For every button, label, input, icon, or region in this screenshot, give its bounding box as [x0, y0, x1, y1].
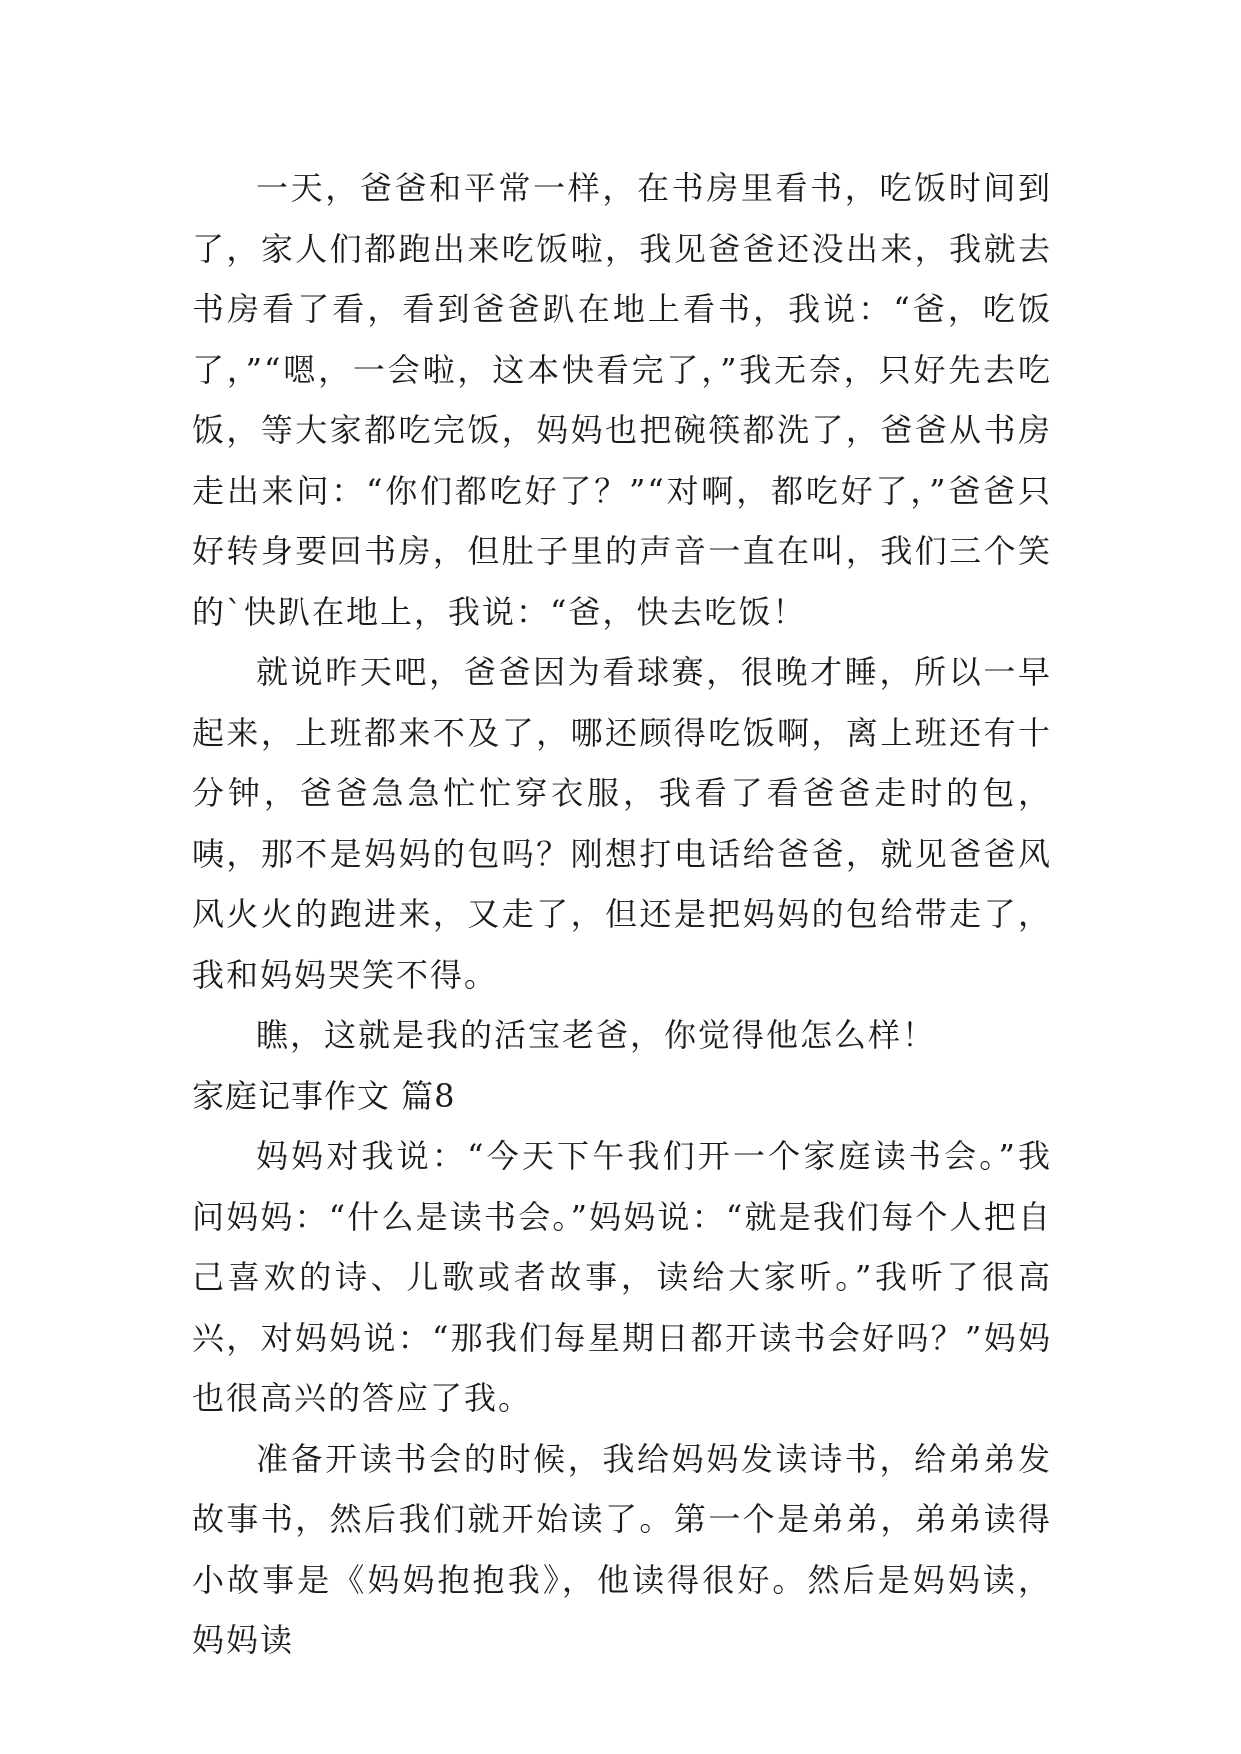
paragraph-5: 准备开读书会的时候，我给妈妈发读诗书，给弟弟发故事书，然后我们就开始读了。第一个是弟弟，弟弟读得小故事是《妈妈抱抱我》，他读得很好。然后是妈妈读，妈妈读	[192, 1439, 1052, 1659]
paragraph-3: 瞧，这就是我的活宝老爸，你觉得他怎么样！	[256, 1016, 937, 1054]
section-heading: 家庭记事作文 篇8	[192, 1076, 456, 1115]
paragraph-4: 妈妈对我说：“今天下午我们开一个家庭读书会。”我问妈妈：“什么是读书会。”妈妈说：“就是我们每个人把自己喜欢的诗、儿歌或者故事，读给大家听。”我听了很高兴，对妈妈说：“那我们每星期日都开读书会好吗？”妈妈也很高兴的答应了我。	[192, 1137, 1052, 1417]
paragraph-2: 就说昨天吧，爸爸因为看球赛，很晚才睡，所以一早起来，上班都来不及了，哪还顾得吃饭啊，离上班还有十分钟，爸爸急急忙忙穿衣服，我看了看爸爸走时的包，咦，那不是妈妈的包吗？刚想打电话给爸爸，就见爸爸风风火火的跑进来，又走了，但还是把妈妈的包给带走了，我和妈妈哭笑不得。	[192, 653, 1052, 994]
document-body	[192, 158, 1052, 1671]
paragraph-1: 一天，爸爸和平常一样，在书房里看书，吃饭时间到了，家人们都跑出来吃饭啦，我见爸爸还没出来，我就去书房看了看，看到爸爸趴在地上看书，我说：“爸，吃饭了，”“嗯，一会啦，这本快看完了，”我无奈，只好先去吃饭，等大家都吃完饭，妈妈也把碗筷都洗了，爸爸从书房走出来问：“你们都吃好了？”“对啊，都吃好了，”爸爸只好转身要回书房，但肚子里的声音一直在叫，我们三个笑的`快趴在地上，我说：“爸，快去吃饭！	[192, 169, 1052, 631]
